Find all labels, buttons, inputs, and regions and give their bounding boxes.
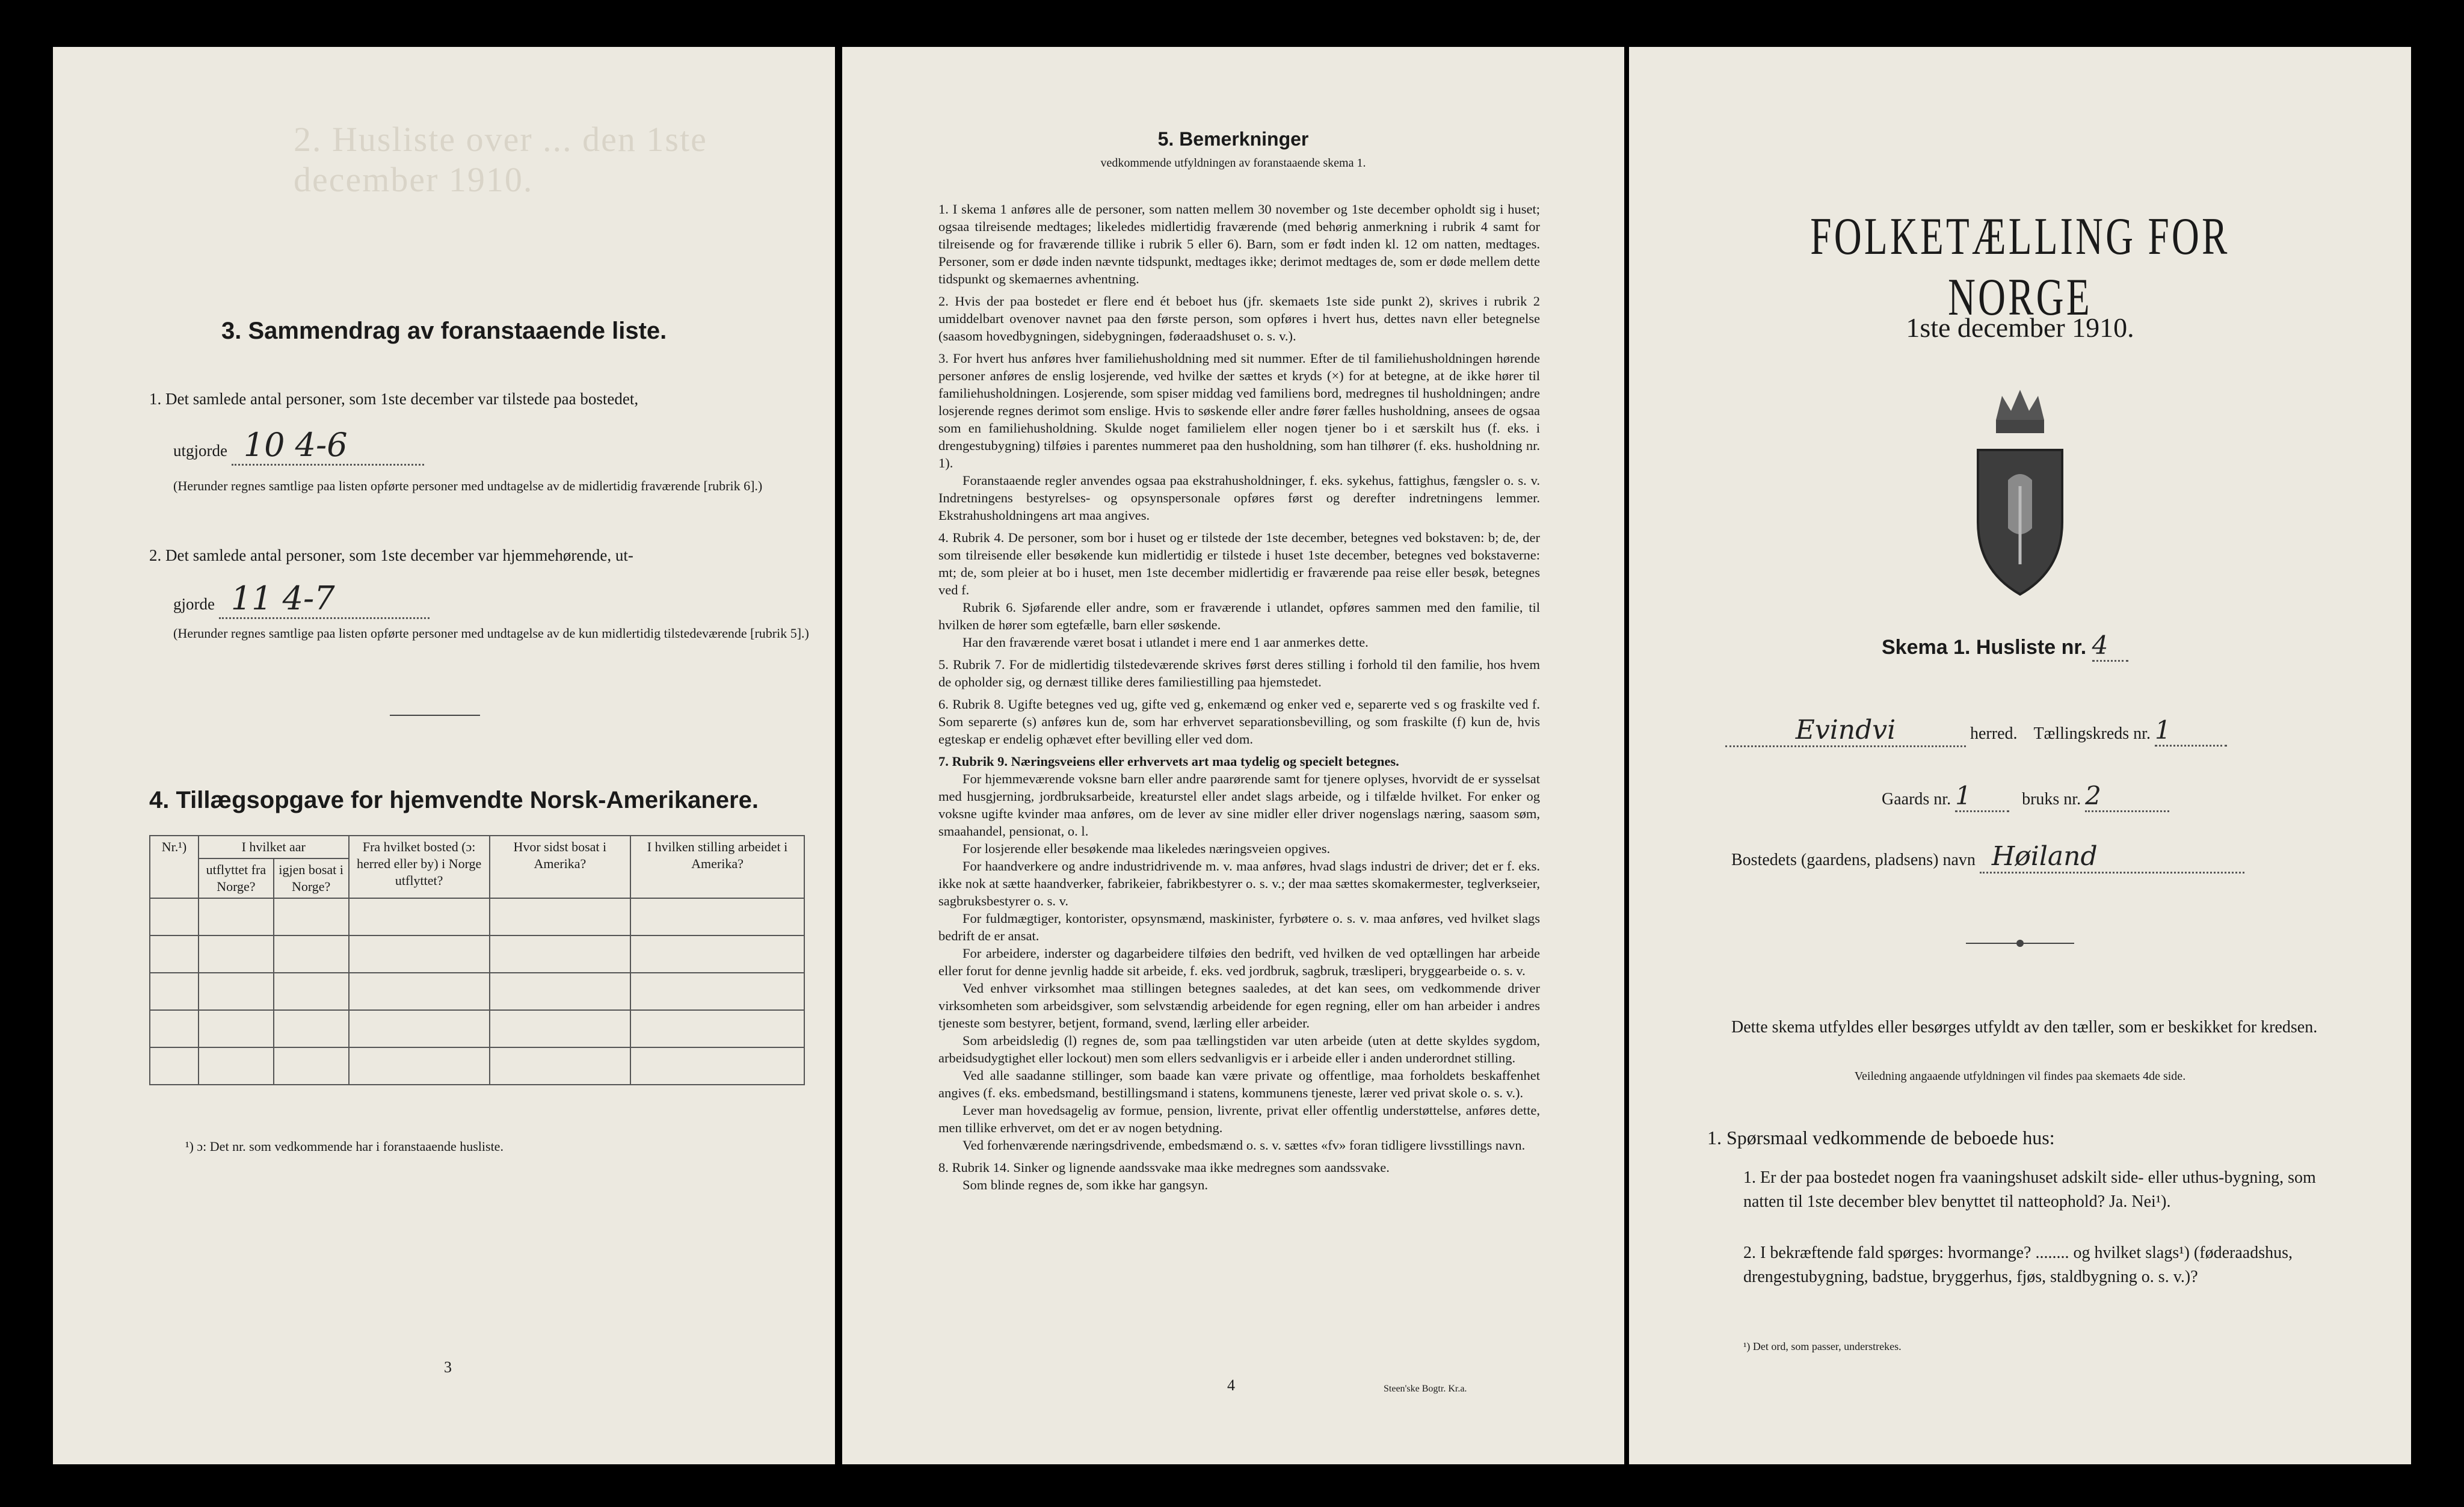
remark-5: 5. Rubrik 7. For de midlertidig tilstedeværende skrives først deres stilling i forhold til den familie, hos hvem de opholder sig, og dernæst tillike deres familiestilling paa hjemstedet. <box>938 657 1540 689</box>
remark-3: 3. For hvert hus anføres hver familiehusholdning med sit nummer. Efter de til familiehusholdningen hørende personer anføres de enslig losjerende, ved hvilke der sættes et kryds (×) for at betegne, at de ikke hører til familiehusholdningen. Losjerende, som spiser middag ved familiens bord, medregnes til husholdningen; andre losjerende regnes derimot som enslige. Hvis to søskende eller andre fører fælles husholdning, ansees de ogsaa som en familiehusholdning. Skulde noget familielem eller nogen tjener bo i et særskilt hus (f. eks. i drengestubygning) tilføies i parentes nummeret paa den husholdning, som han tilhører (f. eks. husholdning nr. 1). <box>938 351 1540 470</box>
col-igjen: igjen bosat i Norge? <box>274 858 349 898</box>
husliste-nr: 4 <box>2092 630 2128 662</box>
page-number: 3 <box>444 1358 452 1376</box>
gaards-value: 1 <box>1955 781 2009 812</box>
question-title: 1. Spørsmaal vedkommende de beboede hus: <box>1707 1127 2055 1148</box>
skema-label: Skema 1. Husliste nr. <box>1882 636 2087 659</box>
item2-prefix: gjorde <box>173 595 215 613</box>
table-row <box>150 973 804 1010</box>
col-group-year: I hvilket aar <box>199 836 349 858</box>
herred-label: herred. <box>1970 724 2018 743</box>
col-stilling: I hvilken stilling arbeidet i Amerika? <box>630 836 804 898</box>
remarks-title: 5. Bemerkninger <box>1157 128 1309 150</box>
gaards-line <box>1882 781 2169 812</box>
item2-row <box>173 579 430 619</box>
remark-7e: For arbeidere, inderster og dagarbeidere tilføies den bedrift, ved hvilken de ved optællingen har arbeide eller forut for denne jevnlig hadde sit arbeide, f. eks. ved jordbruk, sagbruk, træsliperi, bryggearbeide o. s. v. <box>938 946 1540 978</box>
remark-7g: Som arbeidsledig (l) regnes de, som paa tællingstiden var uten arbeide (uten at dette skyldes sygdom, arbeidsudygtighet eller lockout) men som ellers sedvanligvis er i arbeide eller i anden underordnet stilling. <box>938 1033 1540 1065</box>
ornament-icon <box>1966 937 2074 952</box>
bruks-value: 2 <box>2085 781 2169 812</box>
table-row <box>150 1047 804 1085</box>
census-date: 1ste december 1910. <box>1906 312 2134 343</box>
remark-8: 8. Rubrik 14. Sinker og lignende aandssvake maa ikke medregnes som aandssvake. <box>938 1160 1390 1175</box>
remark-6: 6. Rubrik 8. Ugifte betegnes ved ug, gifte ved g, enkemænd og enker ved e, separerte ved s og fraskilte ved f. Som separerte (s) anføres kun de, som har erhvervet separationsbevilling, og som fraskilte (f) kun de, hvis egteskap er endelig ophævet efter bevilling eller ved dom. <box>938 697 1540 747</box>
remark-7a: For hjemmeværende voksne barn eller andre paarørende samt for tjenere oplyses, hvorvidt de er sysselsat med husgjerning, jordbruksarbeide, kreaturstel eller andet slags arbeide, og i tilfælde hvilket. For enker og voksne ugifte kvinder maa anføres, om de lever av sine midler eller driver nogenslags næring, saasom søm, smaahandel, pensionat, o. l. <box>938 771 1540 839</box>
herred-value: Evindvi <box>1725 715 1966 747</box>
remark-7j: Ved forhenværende næringsdrivende, embedsmænd o. s. v. sættes «fv» foran tidligere livsstillings navn. <box>962 1138 1526 1153</box>
page-number: 4 <box>1227 1376 1235 1394</box>
item2-note: (Herunder regnes samtlige paa listen opførte personer med undtagelse av de kun midlertidig tilstedeværende [rubrik 5].) <box>173 626 809 641</box>
bosted-label: Bostedets (gaardens, pladsens) navn <box>1731 851 1976 869</box>
remark-8b: Som blinde regnes de, som ikke har gangsyn. <box>962 1177 1209 1192</box>
section4-title: 4. Tillægsopgave for hjemvendte Norsk-Amerikanere. <box>149 787 759 813</box>
item1-text: 1. Det samlede antal personer, som 1ste december var tilstede paa bostedet, <box>149 390 639 408</box>
printer-mark: Steen'ske Bogtr. Kr.a. <box>1384 1384 1467 1394</box>
ghost-header: 2. Husliste over ... den 1ste december 1910. <box>294 120 707 199</box>
question-2: 2. I bekræftende fald spørges: hvormange? ........ og hvilket slags¹) (føderaadshus, drengestubygning, badstue, bryggerhus, fjøs, staldbygning o. s. v.)? <box>1743 1244 2293 1286</box>
col-utflyttet: utflyttet fra Norge? <box>199 858 274 898</box>
col-fra: Fra hvilket bosted (ɔ: herred eller by) i Norge utflyttet? <box>349 836 490 898</box>
gaards-label: Gaards nr. <box>1882 790 1951 809</box>
item1-row <box>173 426 424 466</box>
item1-prefix: utgjorde <box>173 442 227 460</box>
remarks-body <box>938 200 1540 1194</box>
table-row <box>150 935 804 973</box>
remark-4b: Rubrik 6. Sjøfarende eller andre, som er fraværende i utlandet, opføres sammen med den familie, til hvilken de hører som egtefælle, barn eller søskende. <box>938 600 1540 632</box>
table-row <box>150 898 804 935</box>
item2-text: 2. Det samlede antal personer, som 1ste december var hjemmehørende, ut- <box>149 546 633 564</box>
right-footnote: ¹) Det ord, som passer, understrekes. <box>1743 1340 1902 1352</box>
item1-note: (Herunder regnes samtlige paa listen opførte personer med undtagelse av de midlertidig fraværende [rubrik 6].) <box>173 478 763 493</box>
page-middle <box>842 47 1624 1464</box>
herred-line <box>1725 715 2387 747</box>
remark-3b: Foranstaaende regler anvendes ogsaa paa ekstrahusholdninger, f. eks. sykehus, fattighus, fængsler o. s. v. Indretningens bestyrelses- og opsynspersonale opføres først og derefter indretningens lemmer. Ekstrahusholdningens art maa angives. <box>938 473 1540 523</box>
divider <box>390 715 480 716</box>
remark-7b: For losjerende eller besøkende maa likeledes næringsveien opgives. <box>962 841 1331 856</box>
remark-7i: Lever man hovedsagelig av formue, pension, livrente, privat eller offentlig understøttelse, anføres dette, men tillike erhvervet, om det er av nogen betydning. <box>938 1103 1540 1135</box>
remark-2: 2. Hvis der paa bostedet er flere end ét beboet hus (jfr. skemaets 1ste side punkt 2), skrives i rubrik 2 umiddelbart ovenover navnet paa den første person, som opføres i hvert hus, dettes navn eller betegnelse (saasom hovedbygningen, sidebygningen, føderaadshuset o. s. v.). <box>938 294 1540 344</box>
skema-line <box>1882 630 2128 662</box>
remark-7: 7. Rubrik 9. Næringsveiens eller erhvervets art maa tydelig og specielt betegnes. <box>938 754 1399 769</box>
page-right <box>1629 47 2411 1464</box>
norsk-amerikanere-table <box>149 835 805 1085</box>
question-1: 1. Er der paa bostedet nogen fra vaaningshuset adskilt side- eller uthus-bygning, som natten til 1ste december blev benyttet til natteophold? Ja. Nei¹). <box>1743 1168 2316 1211</box>
page-left <box>53 47 835 1464</box>
instruction-text: Dette skema utfyldes eller besørges utfyldt av den tæller, som er beskikket for kredsen. <box>1731 1018 2318 1037</box>
item1-value: 10 4-6 <box>232 426 424 466</box>
bruks-label: bruks nr. <box>2022 790 2081 809</box>
table-row <box>150 1010 804 1047</box>
remark-4: 4. Rubrik 4. De personer, som bor i huset og er tilstede der 1ste december, betegnes ved bokstaven: b; de, der som tilreisende eller besøkende kun midlertidig er tilstede i huset 1ste december, betegnes ved bokstaverne: mt; de, som pleier at bo i huset, men 1ste december midlertidig er fraværende paa reise eller besøk, betegnes ved f. <box>938 530 1540 597</box>
veiledning-text: Veiledning angaaende utfyldningen vil findes paa skemaets 4de side. <box>1854 1070 2186 1083</box>
remark-7d: For fuldmægtiger, kontorister, opsynsmænd, maskinister, fyrbøtere o. s. v. maa anføres, ved hvilket slags bedrift de er ansat. <box>938 911 1540 943</box>
bosted-value: Høiland <box>1980 841 2244 874</box>
col-hvor: Hvor sidst bosat i Amerika? <box>490 836 630 898</box>
item2-value: 11 4-7 <box>219 579 430 619</box>
census-title: FOLKETÆLLING FOR NORGE <box>1810 208 2230 327</box>
kreds-value: 1 <box>2155 715 2227 747</box>
col-nr: Nr.¹) <box>150 836 199 898</box>
bosted-line <box>1731 841 2244 874</box>
remark-7h: Ved alle saadanne stillinger, som baade kan være private og offentlige, maa forholdets beskaffenhet angives (f. eks. embedsmand, bestillingsmand i statens, kommunens tjeneste, lærer ved privat skole o. s. v.). <box>938 1068 1540 1100</box>
remarks-subtitle: vedkommende utfyldningen av foranstaaende skema 1. <box>1100 156 1366 170</box>
remark-7c: For haandverkere og andre industridrivende m. v. maa anføres, hvad slags industri de driver; det er f. eks. ikke nok at sætte haandverker, fabrikeier, fabrikbestyrer o. s. v.; der maa sættes skomakermester, teglverkseier, sagbruksbestyrer o. s. v. <box>938 858 1540 908</box>
coat-of-arms-icon <box>1954 384 2086 603</box>
kreds-label: Tællingskreds nr. <box>2033 724 2151 743</box>
table-footnote: ¹) ɔ: Det nr. som vedkommende har i foranstaaende husliste. <box>185 1139 504 1154</box>
remark-1: 1. I skema 1 anføres alle de personer, som natten mellem 30 november og 1ste december opholdt sig i huset; ogsaa tilreisende medtages; likeledes midlertidig fraværende (med behørig anmerkning i rubrik 4 samt for tilreisende og for fraværende tillike i rubrik 5 eller 6). Barn, som er født inden kl. 12 om natten, medtages. Personer, som er døde inden nævnte tidspunkt, medtages ikke; derimot medtages de, som er døde mellem dette tidspunkt og skemaernes avhentning. <box>938 202 1540 286</box>
remark-4c: Har den fraværende været bosat i utlandet i mere end 1 aar anmerkes dette. <box>962 635 1369 650</box>
section3-title: 3. Sammendrag av foranstaaende liste. <box>221 318 667 344</box>
remark-7f: Ved enhver virksomhet maa stillingen betegnes saaledes, at det kan sees, om vedkommende driver virksomheten som arbeidsgiver, som selvstændig arbeidende for egen regning, eller om han arbeider i andres tjeneste som bestyrer, betjent, formand, svend, lærling eller arbeider. <box>938 981 1540 1031</box>
